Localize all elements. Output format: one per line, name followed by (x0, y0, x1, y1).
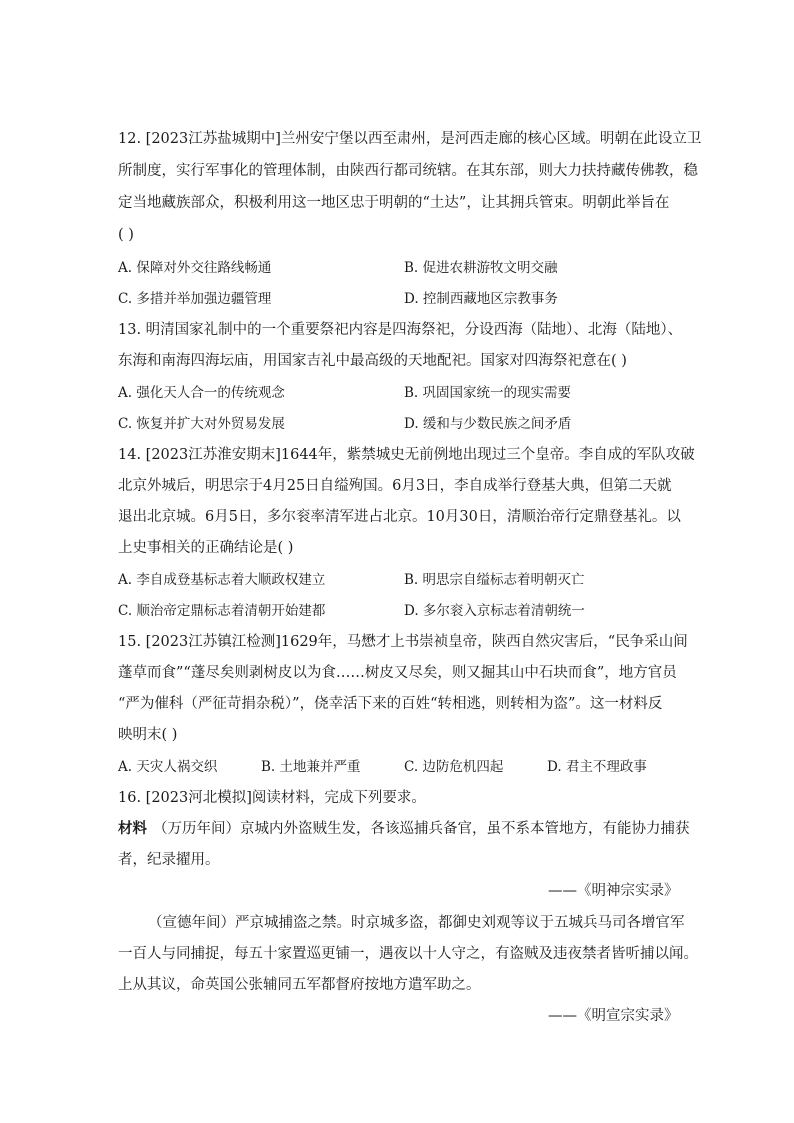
q15-option-d[interactable]: D. 君主不理政事 (547, 759, 647, 775)
q12-stem-line-1: 12. [2023江苏盐城期中]兰州安宁堡以西至肃州，是河西走廊的核心区域。明朝在此设立卫 (118, 131, 702, 147)
q15-stem-line-1: 15. [2023江苏镇江检测]1629年，马懋才上书崇祯皇帝，陕西自然灾害后，“民争采山间 (118, 634, 688, 650)
q16-para2-line-3: 上从其议，命英国公张辅同五军都督府按地方遣军助之。 (118, 977, 481, 993)
q14-stem-line-2: 北京外城后，明思宗于4月25日自缢殉国。6月3日，李自成举行登基大典，但第二天就 (118, 478, 672, 494)
q12-option-a[interactable]: A. 保障对外交往路线畅通 (118, 260, 272, 276)
q13-option-b[interactable]: B. 巩固国家统一的现实需要 (404, 385, 572, 401)
q12-option-d[interactable]: D. 控制西藏地区宗教事务 (404, 291, 558, 307)
q12-option-b[interactable]: B. 促进农耕游牧文明交融 (404, 260, 558, 276)
q13-stem-line-2: 东海和南海四海坛庙，用国家吉礼中最高级的天地配祀。国家对四海祭祀意在( ) (118, 353, 627, 369)
q15-stem-line-4: 映明末( ) (118, 727, 178, 743)
q16-material-label: 材料 (118, 820, 147, 837)
q16-para2-line-1: （宣德年间）严京城捕盗之禁。时京城多盗，都御史刘观等议于五城兵马司各增官军 (148, 915, 685, 931)
q14-stem-line-4: 上史事相关的正确结论是( ) (118, 540, 294, 556)
q16-source-1: ——《明神宗实录》 (548, 883, 679, 899)
q16-intro: 16. [2023河北模拟]阅读材料，完成下列要求。 (118, 790, 426, 806)
q16-para2-line-2: 一百人与同捕捉，每五十家置巡更铺一，遇夜以十人守之，有盗贼及违夜禁者皆听捕以闻。 (118, 946, 698, 962)
q12-answer-paren: ( ) (118, 227, 134, 243)
q15-option-a[interactable]: A. 天灾人祸交织 (118, 759, 218, 775)
q13-option-d[interactable]: D. 缓和与少数民族之间矛盾 (404, 416, 572, 432)
q15-stem-line-2: 蓬草而食”“蓬尽矣则剥树皮以为食……树皮又尽矣，则又掘其山中石块而食”，地方官员 (118, 665, 677, 681)
q12-stem-line-2: 所制度，实行军事化的管理体制，由陕西行都司统辖。在其东部，则大力扶持藏传佛教，稳 (118, 163, 698, 179)
q14-option-a[interactable]: A. 李自成登基标志着大顺政权建立 (118, 572, 326, 588)
q14-stem-line-1: 14. [2023江苏淮安期末]1644年，紫禁城史无前例地出现过三个皇帝。李自成的军队攻破 (118, 447, 695, 463)
q15-option-c[interactable]: C. 边防危机四起 (404, 759, 504, 775)
q13-stem-line-1: 13. 明清国家礼制中的一个重要祭祀内容是四海祭祀，分设西海（陆地）、北海（陆地）、 (118, 322, 683, 338)
q13-option-a[interactable]: A. 强化天人合一的传统观念 (118, 385, 285, 401)
q12-option-c[interactable]: C. 多措并举加强边疆管理 (118, 291, 272, 307)
q15-stem-line-3: “严为催科（严征苛捐杂税）”，侥幸活下来的百姓“转相逃，则转相为盗”。这一材料反 (118, 696, 663, 712)
q14-stem-line-3: 退出北京城。6月5日，多尔衮率清军进占北京。10月30日，清顺治帝行定鼎登基礼。以 (118, 509, 681, 525)
q14-option-d[interactable]: D. 多尔衮入京标志着清朝统一 (404, 603, 585, 619)
q16-material-line-2: 者，纪录擢用。 (118, 852, 220, 868)
q13-option-c[interactable]: C. 恢复并扩大对外贸易发展 (118, 416, 285, 432)
q16-source-2: ——《明宣宗实录》 (548, 1008, 679, 1024)
q14-option-b[interactable]: B. 明思宗自缢标志着明朝灭亡 (404, 572, 585, 588)
q12-stem-line-3: 定当地藏族部众，积极利用这一地区忠于明朝的“土达”，让其拥兵管束。明朝此举旨在 (118, 195, 670, 211)
q14-option-c[interactable]: C. 顺治帝定鼎标志着清朝开始建都 (118, 603, 326, 619)
q15-option-b[interactable]: B. 土地兼并严重 (261, 759, 361, 775)
q16-material-line-1: （万历年间）京城内外盗贼生发，各该巡捕兵备官，虽不系本管地方，有能协力捕获 (153, 821, 690, 837)
